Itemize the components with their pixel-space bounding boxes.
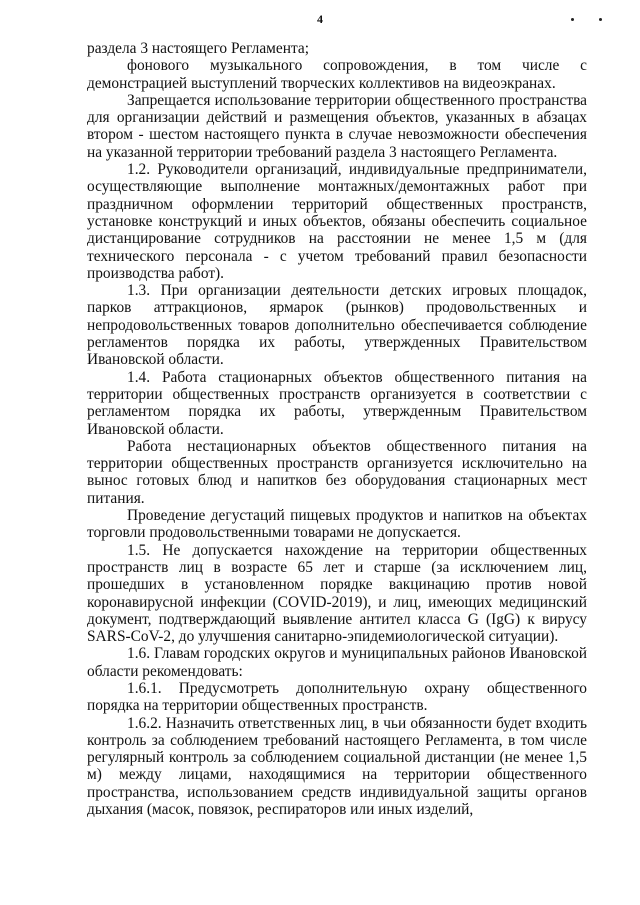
paragraph: 1.6.1. Предусмотреть дополнительную охрану общественного порядка на территории общественных пространств. <box>87 679 587 715</box>
paragraph: раздела 3 настоящего Регламента; <box>87 40 310 57</box>
paragraph: 1.6.2. Назначить ответственных лиц, в чьи обязанности будет входить контроль за соблюдением требований настоящего Регламента, в том числе регулярный контроль за соблюдением социальной дистанции (не менее 1,5 м) между лицами, находящимися на территории общественного пространства, использованием средств индивидуальной защиты органов дыхания (масок, повязок, респираторов или иных изделий, <box>87 714 587 819</box>
paragraph: 1.5. Не допускается нахождение на территории общественных пространств лиц в возрасте 65 лет и старше (за исключением лиц, прошедших в установленном порядке вакцинацию против новой коронавирусной инфекции (COVID-2019), и лиц, имеющих медицинский документ, подтверждающий выявление антител класса G (IgG) к вирусу SARS-CoV-2, до улучшения санитарно-эпидемиологической ситуации). <box>87 541 587 646</box>
page-number: 4 <box>317 12 323 26</box>
paragraph: фонового музыкального сопровождения, в том числе с демонстрацией выступлений творческих коллективов на видеоэкранах. <box>87 57 587 92</box>
paragraph: 1.3. При организации деятельности детских игровых площадок, парков аттракционов, ярмарок (рынков) продовольственных и непродовольственных товаров дополнительно обеспечивается соблюдение регламентов порядка их работы, утвержденных Правительством Ивановской области. <box>87 282 587 369</box>
paragraph: 1.6. Главам городских округов и муниципальных районов Ивановской области рекомендовать: <box>87 645 587 680</box>
paragraph: Запрещается использование территории общественного пространства для организации действий и размещения объектов, указанных в абзацах втором - шестом настоящего пункта в случае невозможности обеспечения на указанной территории требований раздела 3 настоящего Регламента. <box>87 91 587 161</box>
paragraph: Работа нестационарных объектов общественного питания на территории общественных пространств организуется исключительно на вынос готовых блюд и напитков без оборудования стационарных мест питания. <box>87 437 587 507</box>
scan-speck <box>599 18 602 21</box>
paragraph: 1.4. Работа стационарных объектов общественного питания на территории общественных пространств организуется в соответствии с регламентом порядка их работы, утвержденным Правительством Ивановской области. <box>87 368 587 438</box>
scan-speck <box>571 18 574 21</box>
paragraph: Проведение дегустаций пищевых продуктов и напитков на объектах торговли продовольственными товарами не допускается. <box>87 507 587 542</box>
document-body <box>87 40 587 818</box>
paragraph: 1.2. Руководители организаций, индивидуальные предприниматели, осуществляющие выполнение монтажных/демонтажных работ при праздничном оформлении территорий общественных пространств, установке конструкций и иных объектов, обязаны обеспечить социальное дистанцирование сотрудников на расстоянии не менее 1,5 м (для технического персонала - с учетом требований правил безопасности производства работ). <box>87 161 587 282</box>
